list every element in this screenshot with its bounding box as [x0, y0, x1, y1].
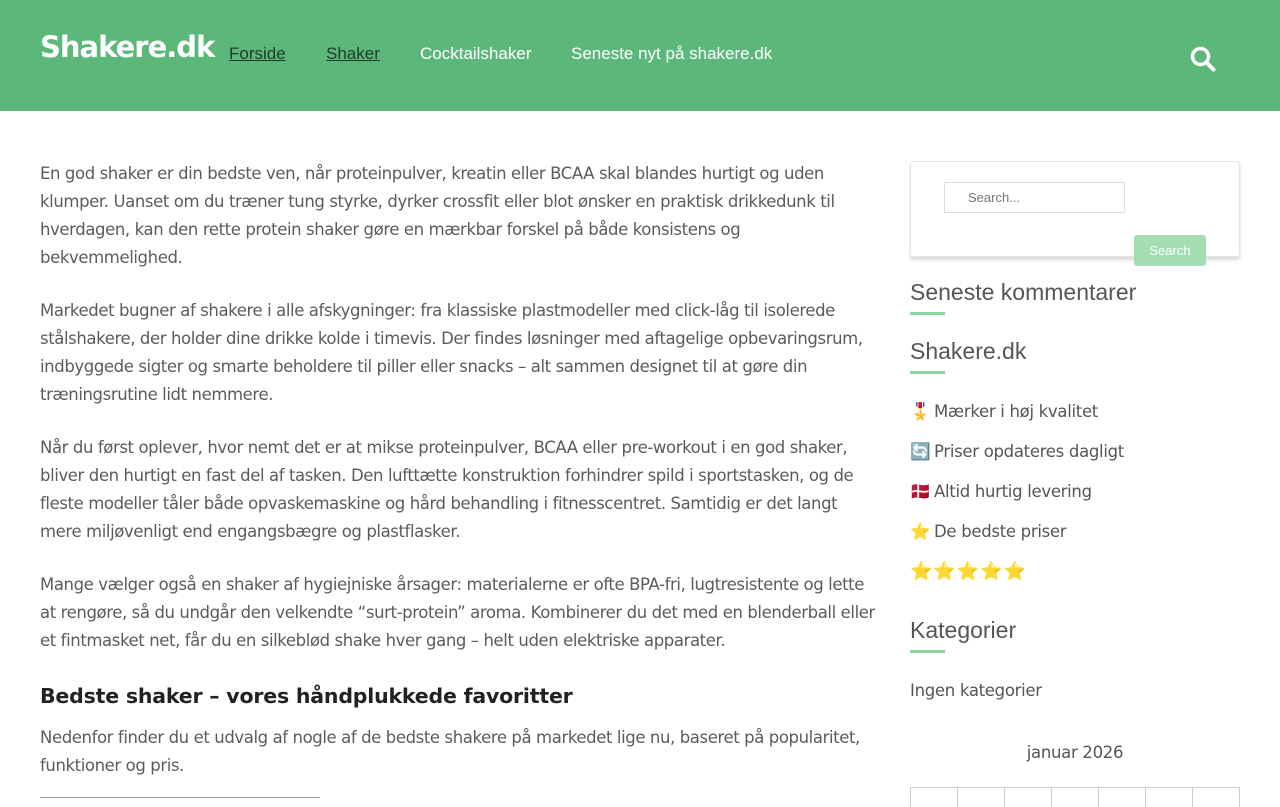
search-button[interactable]: Search	[1134, 235, 1206, 266]
nav-seneste-nyt[interactable]: Seneste nyt på shakere.dk	[571, 44, 773, 63]
section-heading: Bedste shaker – vores håndplukkede favoritter	[40, 684, 573, 708]
recent-comments-title: Seneste kommentarer	[910, 279, 1137, 305]
feature-quality: 🎖️ Mærker i høj kvalitet	[910, 402, 1098, 421]
calendar-header-cell	[958, 788, 1005, 807]
main-content	[40, 160, 880, 805]
market-paragraph: Markedet bugner af shakere i alle afskygninger: fra klassiske plastmodeller med click-låg til isolerede stålshakere, der holder dine drikke kolde i timevis. Der findes løsninger med aftagelige opbevaringsrum, indbyggede sigter og smarte beholdere til piller eller snacks – alt sammen designet til at gøre din træningsrutine lidt nemmere.	[40, 301, 863, 404]
calendar-header-cell	[1005, 788, 1052, 807]
title-underline	[910, 650, 945, 653]
benefits-paragraph: Når du først oplever, hvor nemt det er at mikse proteinpulver, BCAA eller pre-workout i en god shaker, bliver den hurtigt en fast del af tasken. Den lufttætte konstruktion forhindrer spild i sportstasken, og de fleste modeller tåler både opvaskemaskine og hård behandling i fitnesscentret. Samtidig er det langt mere miljøvenligt end engangsbægre og plastflasker.	[40, 438, 854, 541]
calendar-header-cell	[1193, 788, 1240, 807]
categories-empty: Ingen kategorier	[910, 681, 1042, 700]
search-input[interactable]	[944, 182, 1125, 213]
title-underline	[910, 312, 945, 315]
rating-stars: ⭐⭐⭐⭐⭐	[910, 561, 1028, 582]
site-logo[interactable]: Shakere.dk	[40, 30, 215, 64]
calendar-header-cell	[1052, 788, 1099, 807]
nav-shaker[interactable]: Shaker	[326, 44, 380, 63]
nav-cocktailshaker[interactable]: Cocktailshaker	[420, 44, 532, 63]
calendar-header-cell	[1146, 788, 1193, 807]
title-underline	[910, 371, 945, 374]
categories-title: Kategorier	[910, 617, 1017, 643]
nav-forside[interactable]: Forside	[229, 44, 286, 63]
calendar-header-cell	[1099, 788, 1146, 807]
search-icon[interactable]	[1189, 45, 1217, 73]
medal-icon: 🎖️	[910, 402, 931, 421]
intro-paragraph: En god shaker er din bedste ven, når proteinpulver, kreatin eller BCAA skal blandes hurtigt og uden klumper. Uanset om du træner tung styrke, dyrker crossfit eller blot ønsker en praktisk drikkedunk til hverdagen, kan den rette protein shaker gøre en mærkbar forskel på både konsistens og bekvemmelighed.	[40, 164, 835, 267]
star-icon: ⭐	[910, 522, 931, 541]
feature-prices: 🔄 Priser opdateres dagligt	[910, 442, 1124, 461]
danish-flag-icon: 🇩🇰	[910, 482, 931, 501]
calendar-caption: januar 2026	[1026, 743, 1124, 762]
site-header	[0, 0, 1280, 111]
product-box-edge	[40, 797, 320, 798]
favorites-intro: Nedenfor finder du et udvalg af nogle af de bedste shakere på markedet lige nu, baseret på popularitet, funktioner og pris.	[40, 728, 860, 775]
feature-delivery: 🇩🇰 Altid hurtig levering	[910, 482, 1092, 501]
site-widget-title: Shakere.dk	[910, 338, 1027, 364]
hygiene-paragraph: Mange vælger også en shaker af hygiejniske årsager: materialerne er ofte BPA-fri, lugtresistente og lette at rengøre, så du undgår den velkendte “surt-protein” aroma. Kombinerer du det med en blenderball eller et fintmasket net, får du en silkeblød shake hver gang – helt uden elektriske apparater.	[40, 575, 875, 650]
refresh-icon: 🔄	[910, 442, 931, 461]
feature-best-prices: ⭐ De bedste priser	[910, 522, 1067, 541]
calendar-table	[910, 787, 1240, 807]
calendar-header-cell	[911, 788, 958, 807]
